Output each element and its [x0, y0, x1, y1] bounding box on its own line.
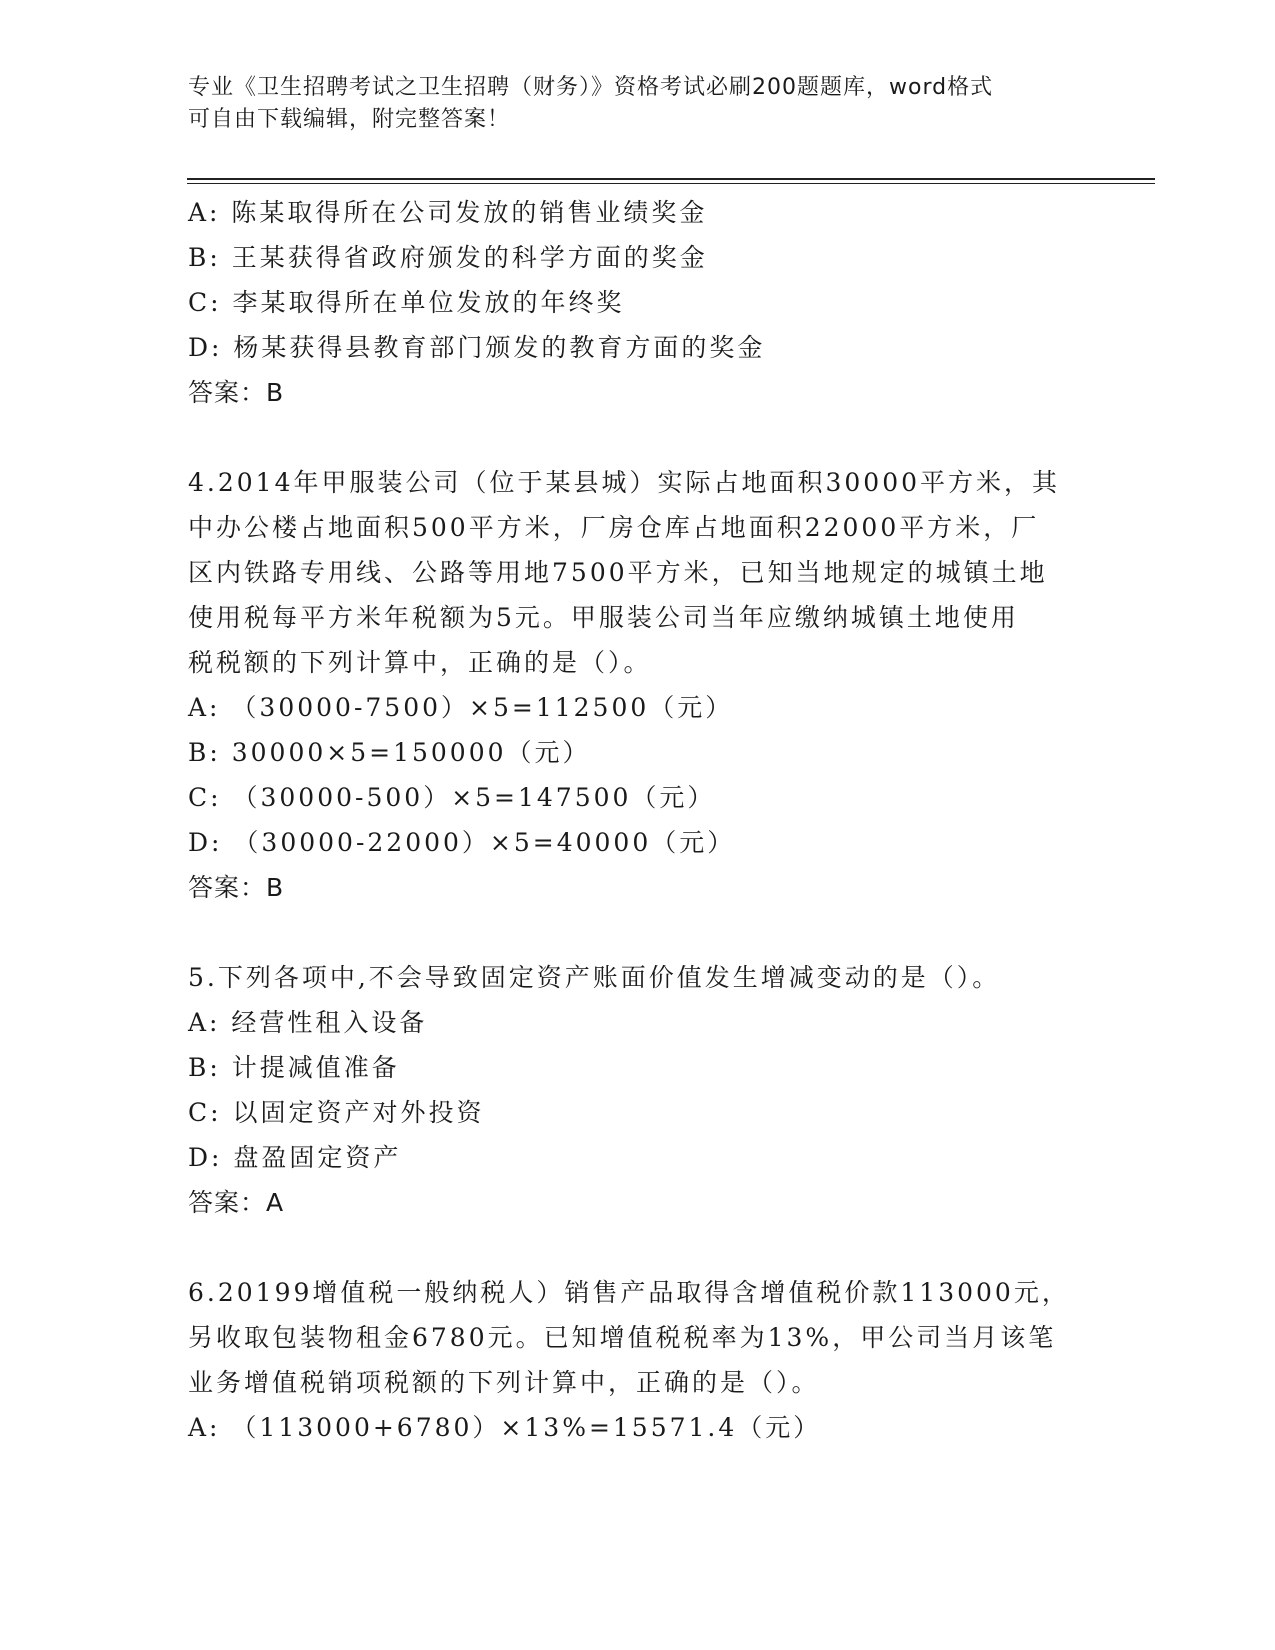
- question-stem-line: 使用税每平方米年税额为5元。甲服装公司当年应缴纳城镇土地使用: [188, 603, 1019, 632]
- question-stem-line: 业务增值税销项税额的下列计算中，正确的是（）。: [188, 1368, 820, 1397]
- spacer: [188, 910, 1088, 955]
- question-4: [188, 460, 1088, 910]
- spacer: [188, 1225, 1088, 1270]
- header-line-2: 可自由下载编辑，附完整答案！: [188, 107, 511, 132]
- question-stem-line: 区内铁路专用线、公路等用地7500平方米，已知当地规定的城镇土地: [188, 558, 1048, 587]
- document-header: [188, 72, 1068, 136]
- option-d: D: （30000-22000）×5=40000（元）: [188, 828, 736, 857]
- header-divider-thin: [187, 183, 1155, 184]
- option-a: A: （113000+6780）×13%=15571.4（元）: [188, 1413, 822, 1442]
- option-d: D: 杨某获得县教育部门颁发的教育方面的奖金: [188, 333, 766, 362]
- header-divider-thick: [187, 178, 1155, 180]
- answer: 答案：B: [188, 378, 285, 407]
- question-6: [188, 1270, 1088, 1450]
- question-3: [188, 190, 1088, 415]
- answer: 答案：A: [188, 1188, 285, 1217]
- option-b: B: 30000×5=150000（元）: [188, 738, 591, 767]
- question-stem-line: 4.2014年甲服装公司（位于某县城）实际占地面积30000平方米，其: [188, 468, 1061, 497]
- option-b: B: 计提减值准备: [188, 1053, 400, 1082]
- document-body: [188, 190, 1088, 1450]
- option-a: A: 陈某取得所在公司发放的销售业绩奖金: [188, 198, 708, 227]
- question-stem-line: 另收取包装物租金6780元。已知增值税税率为13%，甲公司当月该笔: [188, 1323, 1057, 1352]
- header-line-1: 专业《卫生招聘考试之卫生招聘（财务）》资格考试必刷200题题库，word格式: [188, 75, 994, 100]
- question-stem-line: 中办公楼占地面积500平方米，厂房仓库占地面积22000平方米，厂: [188, 513, 1040, 542]
- option-c: C: （30000-500）×5=147500（元）: [188, 783, 716, 812]
- option-c: C: 李某取得所在单位发放的年终奖: [188, 288, 625, 317]
- answer: 答案：B: [188, 873, 285, 902]
- option-a: A: （30000-7500）×5=112500（元）: [188, 693, 734, 722]
- question-stem-line: 6.20199增值税一般纳税人）销售产品取得含增值税价款113000元，: [188, 1278, 1070, 1307]
- spacer: [188, 415, 1088, 460]
- question-5: [188, 955, 1088, 1225]
- option-d: D: 盘盈固定资产: [188, 1143, 402, 1172]
- option-b: B: 王某获得省政府颁发的科学方面的奖金: [188, 243, 708, 272]
- option-c: C: 以固定资产对外投资: [188, 1098, 485, 1127]
- question-stem-line: 5.下列各项中,不会导致固定资产账面价值发生增减变动的是（）。: [188, 963, 1001, 992]
- question-stem-line: 税税额的下列计算中，正确的是（）。: [188, 648, 652, 677]
- option-a: A: 经营性租入设备: [188, 1008, 428, 1037]
